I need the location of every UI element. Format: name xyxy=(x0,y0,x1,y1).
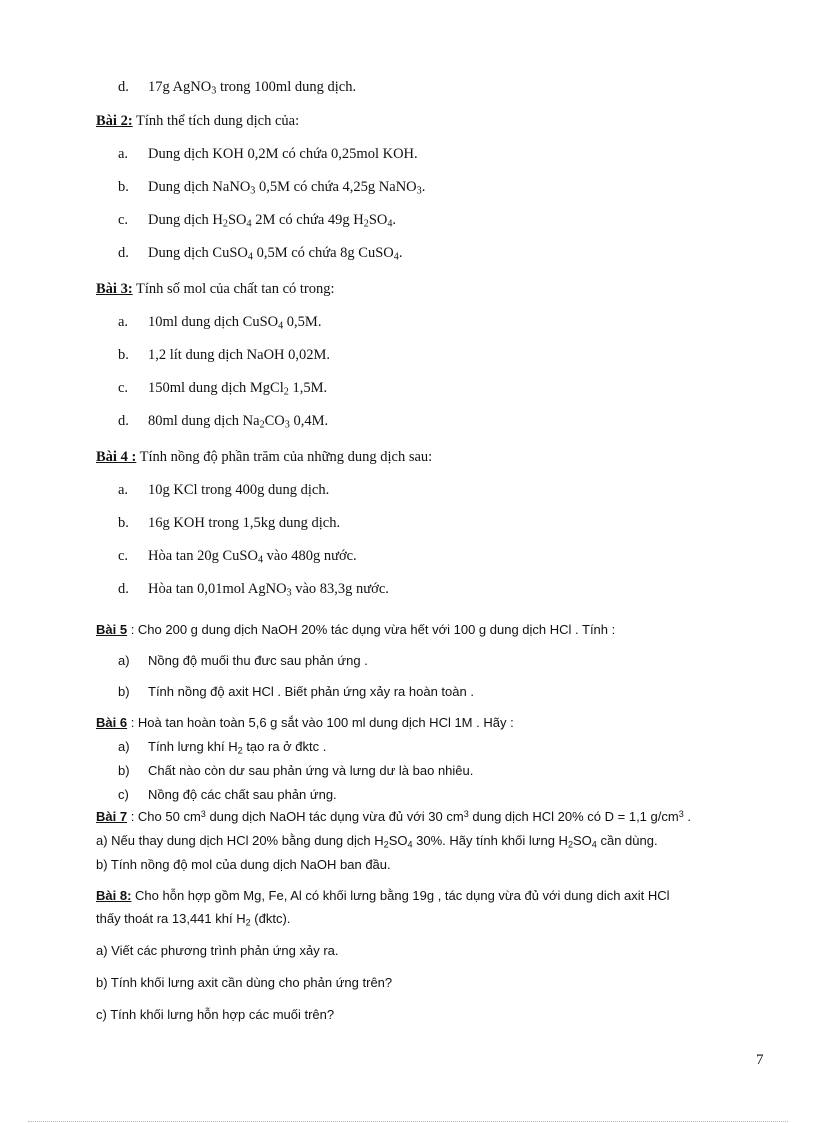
list-item: c. 150ml dung dịch MgCl$_2$ 1,5M. xyxy=(118,380,328,398)
footer-divider xyxy=(28,1121,788,1122)
exercise-heading-bai-4: Bài 4 : Tính nồng độ phần trăm của những dung dịch sau: xyxy=(96,449,433,465)
exercise-heading-bai-2: Bài 2: Tính thể tích dung dịch của: xyxy=(96,113,300,129)
list-marker: d. xyxy=(118,79,129,95)
exercise-heading-bai-8: Bài 8: Cho hỗn hợp gồm Mg, Fe, Al có khối lưng bằng 19g , tác dụng vừa đủ với dung dich axit HCl xyxy=(96,888,670,903)
exercise-heading-bai-7: Bài 7 : Cho 50 $cm^3$ dung dịch NaOH tác dụng vừa đủ với 30 $cm^3$ dung dịch HCl 20% có D = 1,1 $g/cm^3$ . xyxy=(96,808,691,824)
exercise-label: Bài 5 xyxy=(96,622,128,637)
exercise-label: Bài 7 xyxy=(96,809,128,824)
list-item: a) Nồng độ muối thu đưc sau phản ứng . xyxy=(118,653,368,668)
list-marker: a) xyxy=(118,739,130,754)
list-item: b) Tính nồng độ mol của dung dịch NaOH ban đầu. xyxy=(96,857,391,872)
exercise-heading-bai-3: Bài 3: Tính số mol của chất tan có trong: xyxy=(96,281,335,297)
list-marker: a) xyxy=(118,653,130,668)
list-marker: a. xyxy=(118,146,129,162)
list-marker: a. xyxy=(118,482,129,498)
exercise-heading-bai-6: Bài 6 : Hoà tan hoàn toàn 5,6 g sắt vào 100 ml dung dịch HCl 1M . Hãy : xyxy=(96,715,514,730)
list-marker: a. xyxy=(118,314,129,330)
list-item: b. 1,2 lít dung dịch NaOH 0,02M. xyxy=(118,347,331,363)
list-item: b) Tính nồng độ axit HCl . Biết phản ứng xảy ra hoàn toàn . xyxy=(118,684,474,699)
list-item: c. Hòa tan 20g CuSO$_4$ vào 480g nước. xyxy=(118,548,357,566)
list-marker: b. xyxy=(118,515,129,531)
list-item: d. Dung dịch CuSO$_4$ 0,5M có chứa 8g CuSO$_4$. xyxy=(118,245,403,263)
page-number: 7 xyxy=(756,1052,764,1068)
list-marker: b. xyxy=(118,179,129,195)
list-item: b) Chất nào còn dư sau phản ứng và lưng dư là bao nhiêu. xyxy=(118,763,474,778)
exercise-label: Bài 8: xyxy=(96,888,132,903)
list-item: b. Dung dịch NaNO$_3$ 0,5M có chứa 4,25g NaNO$_3$. xyxy=(118,179,426,197)
exercise-label: Bài 2: xyxy=(96,113,133,129)
list-marker: d. xyxy=(118,245,129,261)
list-item: c. Dung dịch $H_2SO_4$ 2M có chứa 49g $H_2SO_4$. xyxy=(118,212,397,230)
list-item: a) Viết các phương trình phản ứng xảy ra. xyxy=(96,943,339,958)
list-item: d. Hòa tan 0,01mol AgNO$_3$ vào 83,3g nước. xyxy=(118,581,389,599)
exercise-label: Bài 4 : xyxy=(96,449,137,465)
list-item: a. Dung dịch KOH 0,2M có chứa 0,25mol KOH. xyxy=(118,146,418,162)
list-item: a) Tính lưng khí $H_2$ tạo ra ở đktc . xyxy=(118,739,327,756)
exercise-label: Bài 3: xyxy=(96,281,133,297)
exercise-heading-bai-5: Bài 5 : Cho 200 g dung dịch NaOH 20% tác dụng vừa hết với 100 g dung dịch HCl . Tính : xyxy=(96,622,616,637)
list-marker: c. xyxy=(118,548,129,564)
list-item: d. 80ml dung dịch $Na_2CO_3$ 0,4M. xyxy=(118,413,329,431)
list-item: b) Tính khối lưng axit cần dùng cho phản ứng trên? xyxy=(96,975,393,990)
list-marker: d. xyxy=(118,413,129,429)
list-item: a. 10ml dung dịch CuSO$_4$ 0,5M. xyxy=(118,314,322,332)
list-marker: c. xyxy=(118,212,129,228)
list-marker: c) xyxy=(118,787,129,802)
list-marker: b. xyxy=(118,347,129,363)
list-item: a) Nếu thay dung dịch HCl 20% bằng dung dịch $H_2SO_4$ 30%. Hãy tính khối lưng $H_2SO_4$ cần dùng. xyxy=(96,833,658,850)
list-marker: c. xyxy=(118,380,129,396)
list-item: a. 10g KCl trong 400g dung dịch. xyxy=(118,482,330,498)
list-item: c) Tính khối lưng hỗn hợp các muối trên? xyxy=(96,1007,335,1022)
paragraph-continuation: thấy thoát ra 13,441 khí $H_2$ (đktc). xyxy=(96,911,291,928)
list-marker: b) xyxy=(118,684,130,699)
exercise-label: Bài 6 xyxy=(96,715,128,730)
list-item: b. 16g KOH trong 1,5kg dung dịch. xyxy=(118,515,341,531)
list-item: c) Nồng độ các chất sau phản ứng. xyxy=(118,787,337,802)
list-marker: d. xyxy=(118,581,129,597)
list-marker: b) xyxy=(118,763,130,778)
list-item: d. 17g AgNO$_3$ trong 100ml dung dịch. xyxy=(118,79,357,97)
